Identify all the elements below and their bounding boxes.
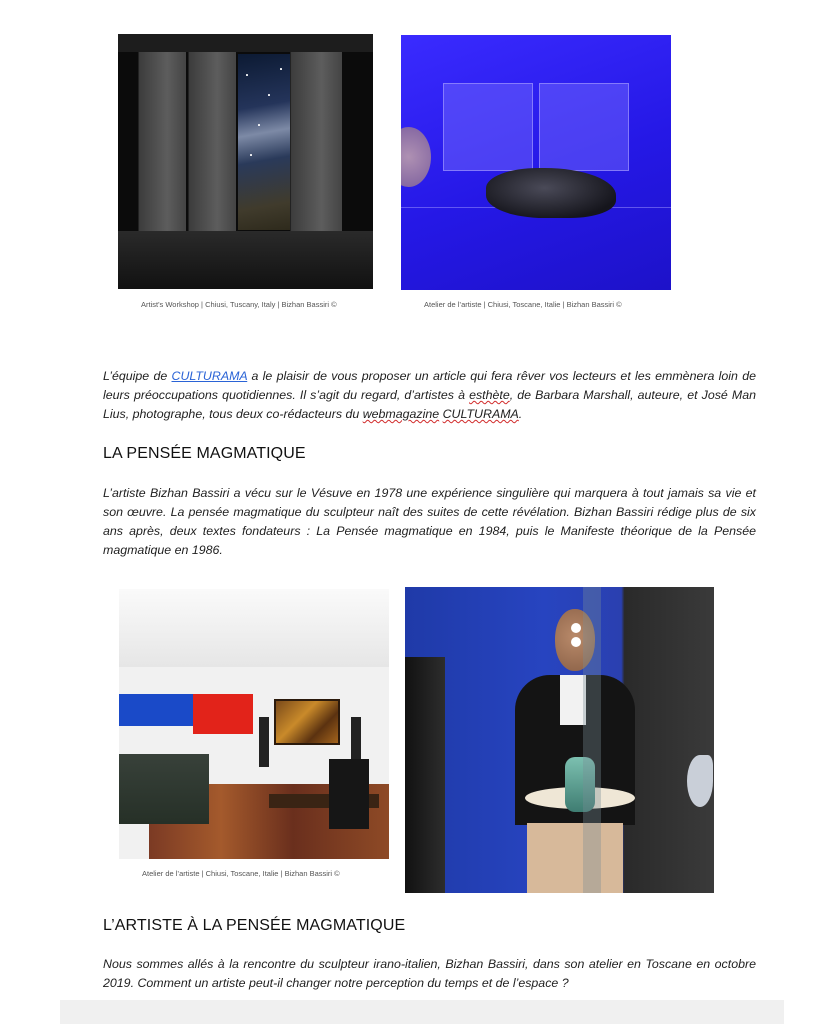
photo-caption: Artist's Workshop | Chiusi, Tuscany, Italy | Bizhan Bassiri ©: [141, 300, 337, 309]
photo-caption: Atelier de l’artiste | Chiusi, Toscane, Italie | Bizhan Bassiri ©: [424, 300, 622, 309]
section-heading: L’ARTISTE À LA PENSÉE MAGMATIQUE: [103, 917, 406, 934]
artist-portrait-photo: [405, 587, 714, 893]
section-paragraph: L’artiste Bizhan Bassiri a vécu sur le Vésuve en 1978 une expérience singulière qui marquera à tout jamais sa vie et son œuvre. La pensée magmatique du sculpteur naît des suites de cette révélation. Bizhan Bassiri rédige plus de six ans après, deux textes fondateurs : La Pensée magmatique en 1984, puis le Manifeste théorique de la Pensée magmatique en 1986.: [103, 486, 756, 557]
atelier-interior-photo: [119, 589, 389, 859]
section-paragraph: Nous sommes allés à la rencontre du sculpteur irano-italien, Bizhan Bassiri, dans son atelier en Toscane en octobre 2019. Comment un artiste peut-il changer notre perception du temps et de l’espace ?: [103, 957, 756, 990]
section-heading: LA PENSÉE MAGMATIQUE: [103, 445, 306, 462]
culturama-link[interactable]: CULTURAMA: [171, 369, 248, 383]
blue-atelier-photo: [401, 35, 671, 290]
photo-caption: Atelier de l’artiste | Chiusi, Toscane, Italie | Bizhan Bassiri ©: [142, 869, 340, 878]
intro-paragraph: L’équipe de CULTURAMA a le plaisir de vous proposer un article qui fera rêver vos lecteurs et les emmènera loin de leurs préoccupations quotidiennes. Il s’agit du regard, d’artistes à esthète, de Barbara Marshall, auteure, et José Man Lius, photographe, tous deux co-rédacteurs du webmagazine CULTURAMA.: [103, 369, 756, 421]
footer-bar: [60, 1000, 784, 1024]
workshop-doors-photo: [118, 34, 373, 289]
